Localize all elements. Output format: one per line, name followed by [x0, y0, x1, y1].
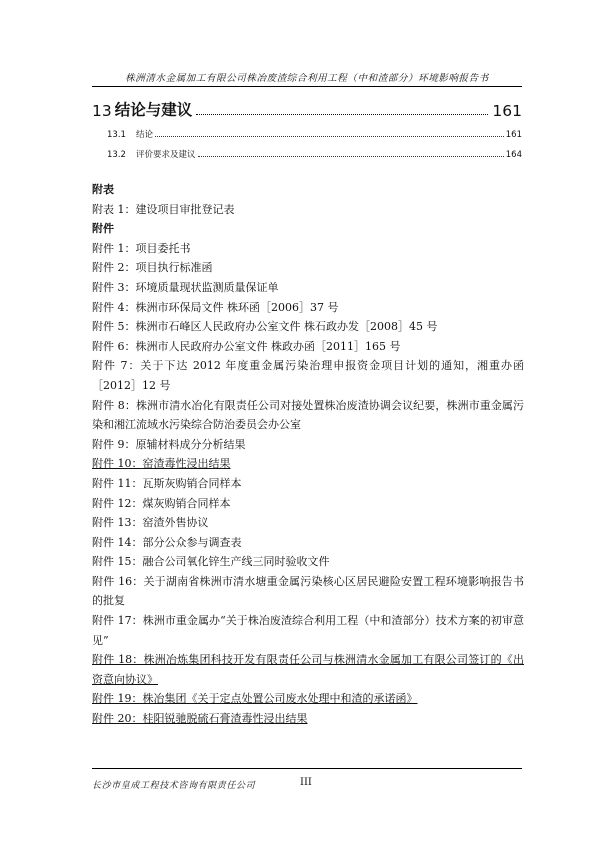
list-item: 附件 7：关于下达 2012 年度重金属污染治理申报资金项目计划的通知，湘重办函［2012］12 号: [92, 359, 524, 392]
toc-leader: [198, 156, 504, 157]
list-item: 附件 18：株洲冶炼集团科技开发有限责任公司与株洲清水金属加工有限公司签订的《出资意向协议》: [92, 653, 524, 686]
attachments-heading: 附件: [92, 222, 114, 236]
list-item: 附件 9：原辅材料成分分析结果: [92, 437, 246, 451]
list-item: 附件 6：株洲市人民政府办公室文件 株政办函［2011］165 号: [92, 339, 401, 353]
toc-main-title: 结论与建议: [114, 101, 193, 119]
list-item: 附件 10：窑渣毒性浸出结果: [92, 457, 231, 471]
list-item: 附件 5：株洲市石峰区人民政府办公室文件 株石政办发［2008］45 号: [92, 320, 438, 334]
list-item: 附件 17：株洲市重金属办“关于株冶废渣综合利用工程（中和渣部分）技术方案的初审意见”: [92, 614, 524, 647]
toc-entry-main[interactable]: [92, 98, 522, 120]
list-item: 附件 14：部分公众参与调查表: [92, 535, 242, 549]
list-item: 附件 8：株洲市清水冶化有限责任公司对接处置株冶废渣协调会议纪要，株洲市重金属污染和湘江流域水污染综合防治委员会办公室: [92, 398, 524, 432]
list-item: 附件 20：桂阳锐驰脱硫石膏渣毒性浸出结果: [92, 712, 308, 726]
toc-main-page: 161: [492, 102, 522, 120]
page-header: 株洲清水金属加工有限公司株冶废渣综合利用工程（中和渣部分）环境影响报告书: [125, 73, 489, 84]
list-item: 附件 15：融合公司氧化锌生产线三同时验收文件: [92, 555, 330, 569]
page-number: III: [300, 777, 312, 788]
toc-main-number: 13: [92, 102, 112, 120]
list-item: 附件 11：瓦斯灰购销合同样本: [92, 476, 242, 490]
list-item: 附件 16：关于湖南省株洲市清水塘重金属污染核心区居民避险安置工程环境影响报告书的批复: [92, 574, 524, 608]
toc-sub-title: 结论: [136, 130, 154, 140]
list-item: 附件 1：项目委托书: [92, 241, 191, 255]
toc-sub-page: 161: [505, 130, 522, 140]
list-item: 附件 4：株洲市环保局文件 株环函［2006］37 号: [92, 300, 339, 314]
list-item: 附件 13：窑渣外售协议: [92, 516, 209, 530]
toc-sub-title: 评价要求及建议: [136, 150, 196, 160]
toc-sub-number: 13.2: [107, 150, 126, 160]
toc-sub-number: 13.1: [107, 130, 126, 140]
tables-heading: 附表: [92, 183, 114, 196]
list-item: 附件 2：项目执行标准函: [92, 261, 213, 275]
footer-company: 长沙市皇成工程技术咨询有限责任公司: [92, 781, 256, 791]
toc-entry-sub[interactable]: [107, 126, 522, 140]
toc-entry-sub[interactable]: [107, 146, 522, 160]
list-item: 附件 19：株冶集团《关于定点处置公司废水处理中和渣的承诺函》: [92, 692, 418, 706]
list-item: 附件 12：煤灰购销合同样本: [92, 496, 231, 510]
toc-sub-page: 164: [505, 150, 522, 160]
toc-leader: [155, 136, 504, 137]
list-item: 附件 3：环境质量现状监测质量保证单: [92, 280, 279, 294]
toc-leader: [196, 114, 488, 115]
appendix-list: [92, 180, 524, 729]
header-rule: [92, 86, 522, 87]
list-item: 附表 1：建设项目审批登记表: [92, 202, 235, 216]
footer-rule: [92, 768, 522, 769]
